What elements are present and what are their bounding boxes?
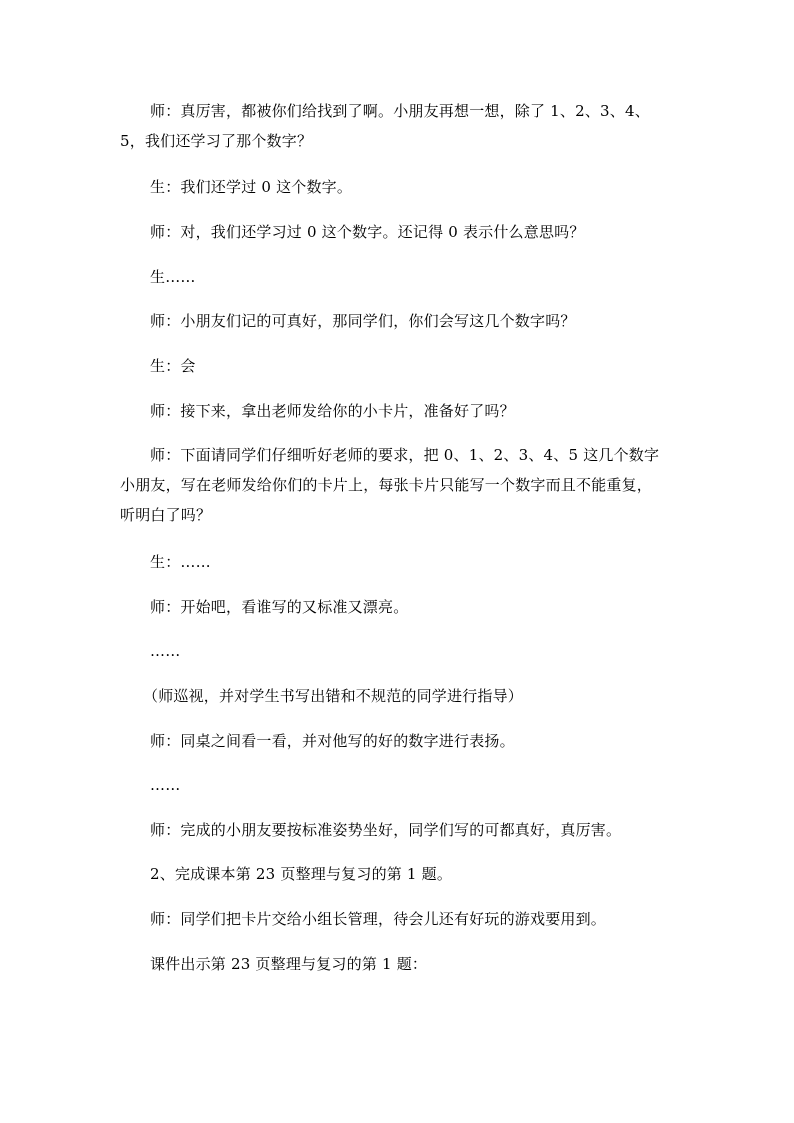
paragraph-ellipsis-2: …… [150, 776, 181, 794]
paragraph-teacher-group-leader: 师：同学们把卡片交给小组长管理，待会儿还有好玩的游戏要用到。 [150, 910, 607, 928]
paragraph-line: 5，我们还学习了那个数字？ [120, 132, 313, 150]
paragraph-courseware: 课件出示第 23 页整理与复习的第 1 题： [150, 955, 428, 973]
paragraph-teacher-cards: 师：接下来，拿出老师发给你的小卡片，准备好了吗？ [150, 402, 515, 420]
paragraph-line: 师：真厉害，都被你们给找到了啊。小朋友再想一想，除了 1、2、3、4、 [150, 102, 650, 120]
paragraph-line: 听明白了吗？ [120, 506, 212, 524]
paragraph-line: 小朋友，写在老师发给你们的卡片上，每张卡片只能写一个数字而且不能重复， [120, 476, 653, 494]
paragraph-student-yes: 生：会 [150, 357, 196, 375]
paragraph-line: 师：下面请同学们仔细听好老师的要求，把 0、1、2、3、4、5 这几个数字 [150, 446, 660, 464]
paragraph-teacher-deskmate: 师：同桌之间看一看，并对他写的好的数字进行表扬。 [150, 732, 515, 750]
paragraph-student-zero: 生：我们还学过 0 这个数字。 [150, 178, 353, 196]
paragraph-teacher-instructions [120, 440, 680, 530]
paragraph-teacher-praise [120, 96, 680, 156]
paragraph-teacher-sit: 师：完成的小朋友要按标准姿势坐好，同学们写的可都真好，真厉害。 [150, 821, 622, 839]
paragraph-ellipsis: …… [150, 642, 181, 660]
paragraph-student-ellipsis-2: 生：…… [150, 553, 211, 571]
paragraph-student-ellipsis: 生…… [150, 268, 196, 286]
paragraph-section-2: 2、完成课本第 23 页整理与复习的第 1 题。 [150, 865, 453, 883]
paragraph-teacher-zero: 师：对，我们还学习过 0 这个数字。还记得 0 表示什么意思吗？ [150, 223, 585, 241]
paragraph-teacher-write: 师：小朋友们记的可真好，那同学们，你们会写这几个数字吗？ [150, 312, 576, 330]
paragraph-teacher-start: 师：开始吧，看谁写的又标准又漂亮。 [150, 598, 409, 616]
paragraph-stage-direction: （师巡视，并对学生书写出错和不规范的同学进行指导） [143, 687, 524, 705]
